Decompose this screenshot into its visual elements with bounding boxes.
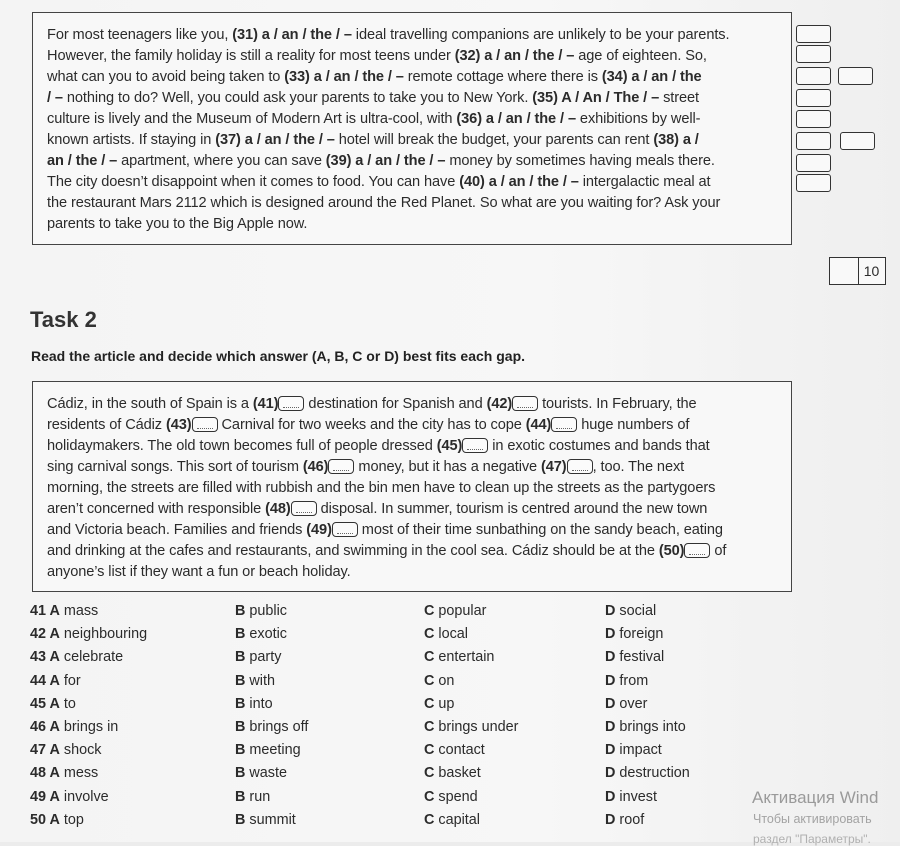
option-text: mess: [59, 765, 99, 782]
option-d[interactable]: [605, 673, 648, 689]
option-text: exotic: [245, 626, 287, 643]
option-row: [30, 765, 730, 788]
gap-dotted-line: [517, 407, 533, 408]
option-letter: 45 A: [30, 695, 60, 712]
task1-text-box: [32, 12, 792, 245]
option-d[interactable]: [605, 742, 662, 758]
option-text: social: [615, 603, 657, 619]
option-row: [30, 673, 730, 696]
option-letter: C: [424, 603, 435, 619]
option-text: roof: [615, 811, 645, 828]
gap-label: an / the / –: [47, 153, 118, 169]
task2-text-line: [47, 478, 777, 499]
option-letter: D: [605, 649, 616, 666]
gap-answer-box[interactable]: [684, 543, 710, 558]
option-text: festival: [615, 649, 665, 666]
answer-box-31[interactable]: [796, 25, 831, 43]
text-run: huge numbers of: [577, 417, 690, 433]
text-run: Cádiz, in the south of Spain is a: [47, 396, 253, 412]
option-text: with: [245, 672, 275, 689]
gap-label: (44): [525, 417, 552, 433]
text-run: For most teenagers like you,: [47, 27, 233, 43]
option-row: [30, 649, 730, 672]
option-letter: B: [235, 695, 246, 712]
option-text: over: [615, 695, 648, 712]
option-letter: 49 A: [30, 788, 60, 805]
gap-label: / –: [47, 90, 63, 106]
gap-label: (46): [302, 459, 329, 475]
option-row: [30, 789, 730, 812]
gap-dotted-line: [337, 533, 353, 534]
option-b[interactable]: [235, 673, 275, 689]
option-letter: C: [424, 626, 435, 643]
text-run: age of eighteen. So,: [574, 48, 707, 64]
gap-label: (47): [541, 459, 567, 475]
answer-box-40[interactable]: [796, 174, 831, 192]
option-b[interactable]: [235, 719, 308, 735]
option-b[interactable]: [235, 789, 270, 805]
gap-label: (42): [486, 396, 513, 412]
option-text: into: [245, 695, 273, 712]
option-a[interactable]: [30, 649, 123, 665]
option-letter: C: [424, 788, 435, 805]
option-letter: B: [235, 649, 246, 666]
option-text: basket: [434, 765, 481, 782]
option-b[interactable]: [235, 603, 287, 619]
text-run: in exotic costumes and bands that: [488, 438, 710, 454]
task2-text-line: [47, 562, 777, 583]
option-text: summit: [245, 811, 296, 828]
task2-instruction: Read the article and decide which answer (A, B, C or D) best fits each gap.: [31, 348, 526, 364]
option-text: party: [245, 649, 282, 666]
option-d[interactable]: [605, 765, 690, 781]
option-text: shock: [59, 742, 102, 759]
option-c[interactable]: [424, 649, 494, 665]
option-a[interactable]: [30, 765, 98, 781]
answer-box-39[interactable]: [796, 154, 831, 172]
score-box: [829, 257, 886, 285]
answer-box-33[interactable]: [796, 67, 831, 85]
text-run: money by sometimes having meals there.: [445, 153, 715, 169]
option-text: contact: [434, 742, 485, 759]
option-text: from: [615, 672, 649, 689]
gap-dotted-line: [296, 512, 312, 513]
gap-label: (35) A / An / The / –: [532, 90, 660, 106]
option-letter: C: [424, 695, 435, 712]
option-letter: D: [605, 788, 616, 805]
task1-text-line: [47, 109, 777, 130]
option-letter: B: [235, 765, 246, 782]
task2-text-line: [47, 457, 777, 478]
text-run: intergalactic meal at: [578, 174, 711, 190]
gap-label: (49): [306, 522, 332, 538]
gap-label: (50): [658, 543, 685, 559]
option-text: local: [434, 626, 469, 643]
option-c[interactable]: [424, 789, 478, 805]
option-letter: B: [235, 603, 246, 619]
option-d[interactable]: [605, 812, 644, 828]
option-d[interactable]: [605, 649, 664, 665]
option-text: celebrate: [59, 649, 124, 666]
option-letter: 46 A: [30, 719, 60, 735]
option-b[interactable]: [235, 765, 287, 781]
option-letter: D: [605, 672, 616, 689]
option-letter: 43 A: [30, 649, 60, 666]
option-c[interactable]: [424, 603, 486, 619]
text-run: remote cottage where there is: [403, 69, 602, 85]
option-text: waste: [245, 765, 287, 782]
text-run: parents to take you to the Big Apple now.: [47, 216, 308, 232]
task1-text-line: [47, 193, 777, 214]
option-letter: D: [605, 603, 616, 619]
gap-dotted-line: [556, 428, 572, 429]
option-d[interactable]: [605, 696, 647, 712]
gap-dotted-line: [333, 470, 349, 471]
option-letter: D: [605, 695, 616, 712]
gap-label: (36) a / an / the / –: [456, 111, 576, 127]
option-letter: 50 A: [30, 811, 60, 828]
text-run: disposal. In summer, tourism is centred around the new town: [316, 501, 708, 517]
task1-text-line: [47, 88, 777, 109]
task1-text-line: [47, 67, 777, 88]
option-letter: C: [424, 811, 435, 828]
task2-text-line: [47, 541, 777, 562]
option-text: entertain: [434, 649, 495, 666]
gap-dotted-line: [572, 470, 588, 471]
gap-answer-box[interactable]: [192, 417, 218, 432]
text-run: most of their time sunbathing on the sandy beach, eating: [357, 522, 723, 538]
text-run: Carnival for two weeks and the city has to cope: [217, 417, 526, 433]
task2-text-line: [47, 520, 777, 541]
option-text: meeting: [245, 742, 301, 759]
option-text: for: [59, 672, 81, 689]
option-d[interactable]: [605, 626, 663, 642]
answer-box-32[interactable]: [796, 45, 831, 63]
option-c[interactable]: [424, 673, 454, 689]
text-run: hotel will break the budget, your parents can rent: [334, 132, 654, 148]
option-row: [30, 719, 730, 742]
option-d[interactable]: [605, 789, 657, 805]
activation-watermark-text: Чтобы активировать: [753, 812, 872, 826]
option-letter: 44 A: [30, 672, 60, 689]
text-run: , too. The next: [592, 459, 685, 475]
option-row: [30, 812, 730, 835]
text-run: and drinking at the cafes and restaurants, and swimming in the cool sea. Cádiz should be at the: [47, 543, 659, 559]
gap-label: (31) a / an / the / –: [232, 27, 352, 43]
text-run: of: [710, 543, 727, 559]
text-run: what can you to avoid being taken to: [47, 69, 285, 85]
text-run: However, the family holiday is still a reality for most teens under: [47, 48, 455, 64]
task2-text-box: [32, 381, 792, 592]
option-row: [30, 626, 730, 649]
text-run: tourists. In February, the: [538, 396, 697, 412]
text-run: sing carnival songs. This sort of tourism: [47, 459, 303, 475]
option-c[interactable]: [424, 626, 468, 642]
text-run: ideal travelling companions are unlikely to be your parents.: [351, 27, 730, 43]
option-text: brings into: [615, 719, 686, 735]
gap-label: (39) a / an / the / –: [325, 153, 446, 169]
option-letter: B: [235, 626, 246, 643]
task2-title: Task 2: [30, 307, 97, 332]
option-letter: B: [235, 672, 246, 689]
option-text: brings under: [434, 719, 519, 735]
task1-text-line: [47, 172, 777, 193]
option-a[interactable]: [30, 789, 109, 805]
task2-text-line: [47, 436, 777, 457]
option-letter: D: [605, 742, 616, 759]
option-c[interactable]: [424, 719, 518, 735]
option-a[interactable]: [30, 696, 76, 712]
gap-label: (41): [252, 396, 279, 412]
option-text: public: [245, 603, 288, 619]
gap-dotted-line: [689, 554, 705, 555]
option-letter: 47 A: [30, 742, 60, 759]
option-text: destruction: [615, 765, 690, 782]
option-letter: C: [424, 719, 435, 735]
gap-label: (34) a / an / the: [601, 69, 702, 85]
option-text: foreign: [615, 626, 664, 643]
option-letter: B: [235, 788, 246, 805]
option-text: mass: [59, 603, 99, 619]
option-a[interactable]: [30, 626, 147, 642]
text-run: destination for Spanish and: [304, 396, 487, 412]
option-letter: D: [605, 626, 616, 643]
text-run: holidaymakers. The old town becomes full of people dressed: [47, 438, 437, 454]
task1-paragraph: [47, 25, 777, 235]
gap-label: (32) a / an / the / –: [454, 48, 575, 64]
gap-answer-box[interactable]: [278, 396, 304, 411]
text-run: exhibitions by well-: [575, 111, 701, 127]
gap-label: (40) a / an / the / –: [459, 174, 579, 190]
text-run: The city doesn’t disappoint when it comes to food. You can have: [47, 174, 460, 190]
option-d[interactable]: [605, 603, 656, 619]
task2-paragraph: [47, 394, 777, 583]
gap-answer-box[interactable]: [462, 438, 488, 453]
task1-text-line: [47, 25, 777, 46]
option-letter: C: [424, 765, 435, 782]
option-a[interactable]: [30, 719, 118, 735]
option-letter: B: [235, 742, 246, 759]
option-letter: 42 A: [30, 626, 60, 643]
option-b[interactable]: [235, 626, 287, 642]
option-a[interactable]: [30, 742, 101, 758]
answer-box-34[interactable]: [838, 67, 873, 85]
option-text: impact: [615, 742, 662, 759]
option-text: spend: [434, 788, 478, 805]
option-b[interactable]: [235, 742, 301, 758]
option-text: neighbouring: [59, 626, 148, 643]
option-text: up: [434, 695, 455, 712]
gap-answer-box[interactable]: [512, 396, 538, 411]
gap-label: (48): [265, 501, 291, 517]
answer-box-38[interactable]: [840, 132, 875, 150]
text-run: culture is lively and the Museum of Modern Art is ultra-cool, with: [47, 111, 457, 127]
text-run: apartment, where you can save: [117, 153, 326, 169]
text-run: money, but it has a negative: [354, 459, 542, 475]
option-letter: B: [235, 719, 246, 735]
text-run: aren’t concerned with responsible: [47, 501, 266, 517]
text-run: anyone’s list if they want a fun or beach holiday.: [47, 564, 351, 580]
answer-box-35[interactable]: [796, 89, 831, 107]
option-text: run: [245, 788, 271, 805]
gap-label: (38) a /: [653, 132, 699, 148]
option-letter: B: [235, 811, 246, 828]
option-c[interactable]: [424, 696, 454, 712]
gap-dotted-line: [467, 449, 483, 450]
option-text: to: [59, 695, 76, 712]
option-letter: C: [424, 742, 435, 759]
option-a[interactable]: [30, 812, 84, 828]
text-run: and Victoria beach. Families and friends: [47, 522, 307, 538]
gap-dotted-line: [197, 428, 213, 429]
gap-answer-box[interactable]: [332, 522, 358, 537]
gap-label: (37) a / an / the / –: [215, 132, 335, 148]
option-a[interactable]: [30, 603, 98, 619]
gap-label: (33) a / an / the / –: [284, 69, 404, 85]
gap-answer-box[interactable]: [291, 501, 317, 516]
option-b[interactable]: [235, 696, 273, 712]
task1-text-line: [47, 46, 777, 67]
option-text: invest: [615, 788, 657, 805]
option-letter: 41 A: [30, 603, 60, 619]
option-row: [30, 603, 730, 626]
activation-watermark-title: Активация Wind: [752, 788, 879, 807]
text-run: residents of Cádiz: [47, 417, 166, 433]
option-letter: D: [605, 811, 616, 828]
score-max: 10: [863, 263, 880, 279]
task1-text-line: [47, 130, 777, 151]
option-b[interactable]: [235, 812, 296, 828]
option-row: [30, 696, 730, 719]
option-c[interactable]: [424, 812, 480, 828]
task1-text-line: [47, 151, 777, 172]
task2-text-line: [47, 415, 777, 436]
option-a[interactable]: [30, 673, 81, 689]
text-run: nothing to do? Well, you could ask your parents to take you to New York.: [62, 90, 533, 106]
option-text: capital: [434, 811, 481, 828]
task2-text-line: [47, 394, 777, 415]
task1-text-line: [47, 214, 777, 235]
option-c[interactable]: [424, 742, 485, 758]
text-run: street: [659, 90, 699, 106]
option-letter: 48 A: [30, 765, 60, 782]
answer-box-37[interactable]: [796, 132, 831, 150]
activation-watermark-text-2: раздел "Параметры".: [753, 832, 871, 846]
option-d[interactable]: [605, 719, 686, 735]
gap-answer-box[interactable]: [328, 459, 354, 474]
option-text: top: [59, 811, 84, 828]
option-text: brings in: [59, 719, 119, 735]
option-text: involve: [59, 788, 109, 805]
option-b[interactable]: [235, 649, 281, 665]
text-run: the restaurant Mars 2112 which is designed around the Red Planet. So what are you waiting for? Ask your: [47, 195, 721, 211]
option-c[interactable]: [424, 765, 481, 781]
option-text: on: [434, 672, 455, 689]
gap-label: (45): [436, 438, 463, 454]
option-letter: C: [424, 672, 435, 689]
text-run: known artists. If staying in: [47, 132, 216, 148]
gap-answer-box[interactable]: [551, 417, 577, 432]
task2-text-line: [47, 499, 777, 520]
option-letter: D: [605, 719, 616, 735]
gap-answer-box[interactable]: [567, 459, 593, 474]
option-row: [30, 742, 730, 765]
option-letter: D: [605, 765, 616, 782]
option-letter: C: [424, 649, 435, 666]
option-text: brings off: [245, 719, 309, 735]
answer-box-36[interactable]: [796, 110, 831, 128]
gap-dotted-line: [283, 407, 299, 408]
option-text: popular: [434, 603, 487, 619]
text-run: morning, the streets are filled with rubbish and the bin men have to clean up the streets as the partygoers: [47, 480, 716, 496]
gap-label: (43): [165, 417, 192, 433]
